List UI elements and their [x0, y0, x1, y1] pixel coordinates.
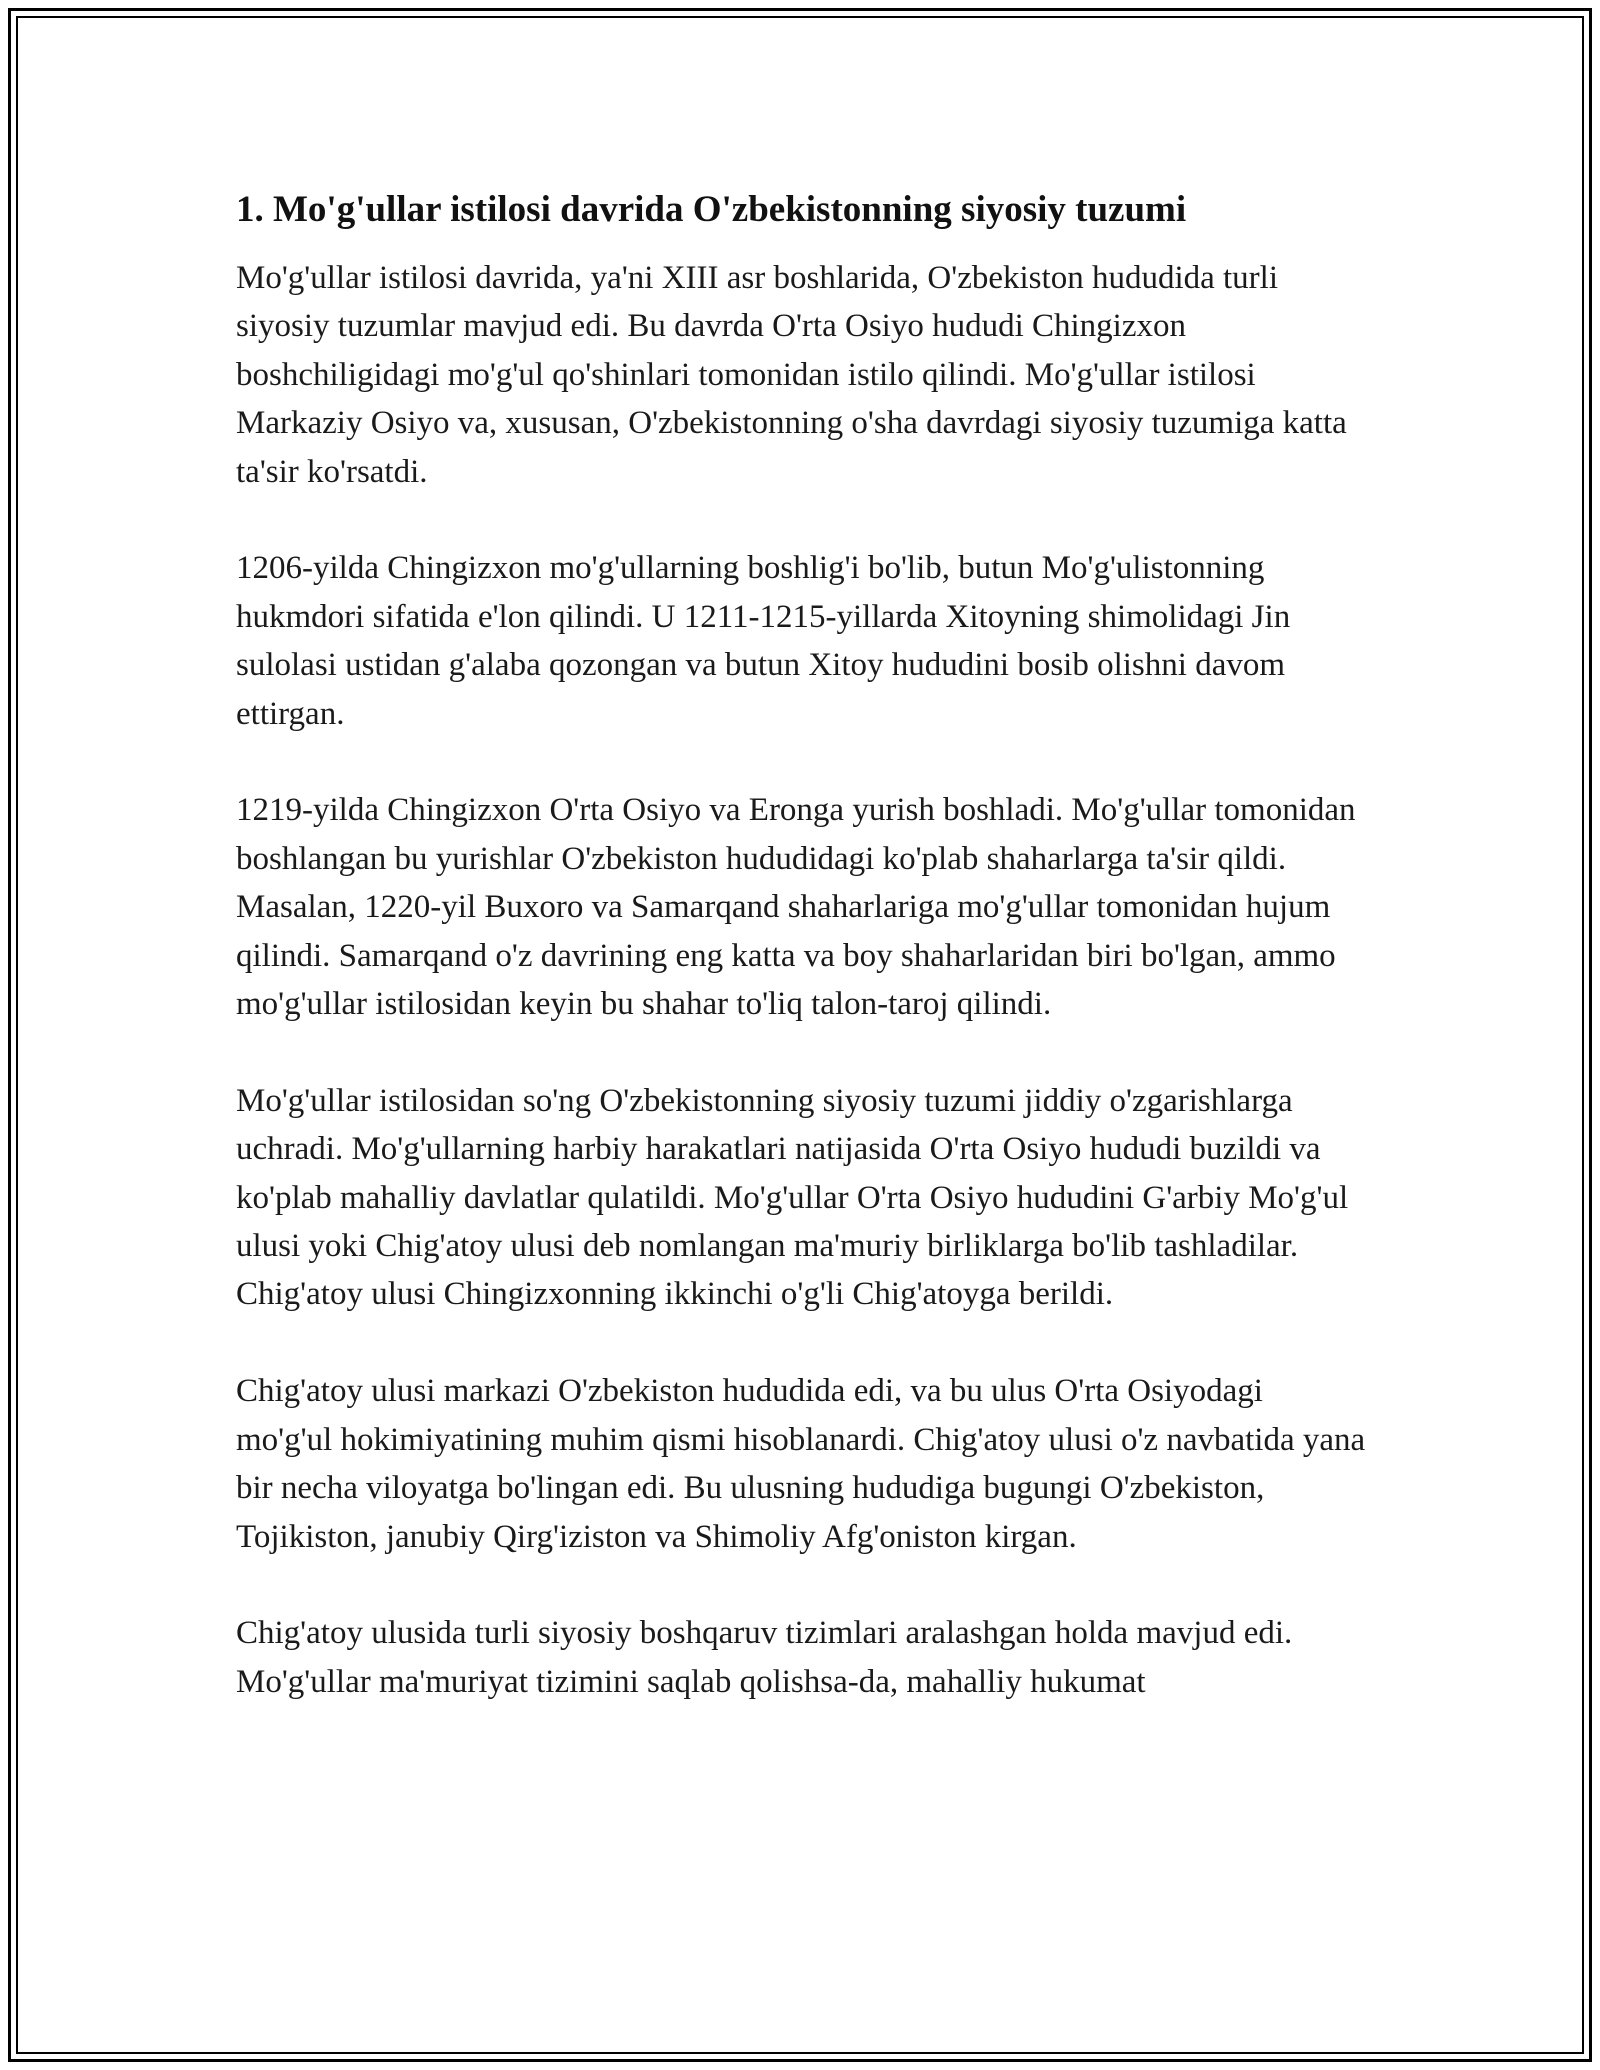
paragraph-3: 1219-yilda Chingizxon O'rta Osiyo va Eronga yurish boshladi. Mo'g'ullar tomonidan boshlangan bu yurishlar O'zbekiston hududidagi ko'plab shaharlarga ta'sir qildi. Masalan, 1220-yil Buxoro va Samarqand shaharlariga mo'g'ullar tomonidan hujum qilindi. Samarqand o'z davrining eng katta va boy shaharlaridan biri bo'lgan, ammo mo'g'ullar istilosidan keyin bu shahar to'liq talon-taroj qilindi. [236, 792, 1356, 1023]
paragraph-4: Mo'g'ullar istilosidan so'ng O'zbekistonning siyosiy tuzumi jiddiy o'zgarishlarga uchradi. Mo'g'ullarning harbiy harakatlari natijasida O'rta Osiyo hududi buzildi va ko'plab mahalliy davlatlar qulatildi. Mo'g'ullar O'rta Osiyo hududini G'arbiy Mo'g'ul ulusi yoki Chig'atoy ulusi deb nomlangan ma'muriy birliklarga bo'lib tashladilar. Chig'atoy ulusi Chingizxonning ikkinchi o'g'li Chig'atoyga berildi. [236, 1082, 1349, 1313]
paragraph-2: 1206-yilda Chingizxon mo'g'ullarning boshlig'i bo'lib, butun Mo'g'ulistonning hukmdori sifatida e'lon qilindi. U 1211-1215-yillarda Xitoyning shimolidagi Jin sulolasi ustidan g'alaba qozongan va butun Xitoy hududini bosib olishni davom ettirgan. [236, 550, 1291, 732]
document-body [236, 186, 1366, 1755]
paragraph-6: Chig'atoy ulusida turli siyosiy boshqaruv tizimlari aralashgan holda mavjud edi. Mo'g'ullar ma'muriyat tizimini saqlab qolishsa-da, mahalliy hukumat [236, 1615, 1293, 1700]
document-title: 1. Mo'g'ullar istilosi davrida O'zbekistonning siyosiy tuzumi [236, 189, 1187, 230]
paragraph-1: Mo'g'ullar istilosi davrida, ya'ni XIII asr boshlarida, O'zbekiston hududida turli siyosiy tuzumlar mavjud edi. Bu davrda O'rta Osiyo hududi Chingizxon boshchiligidagi mo'g'ul qo'shinlari tomonidan istilo qilindi. Mo'g'ullar istilosi Markaziy Osiyo va, xususan, O'zbekistonning o'sha davrdagi siyosiy tuzumiga katta ta'sir ko'rsatdi. [236, 260, 1347, 490]
paragraph-5: Chig'atoy ulusi markazi O'zbekiston hududida edi, va bu ulus O'rta Osiyodagi mo'g'ul hokimiyatining muhim qismi hisoblanardi. Chig'atoy ulusi o'z navbatida yana bir necha viloyatga bo'lingan edi. Bu ulusning hududiga bugungi O'zbekiston, Tojikiston, janubiy Qirg'iziston va Shimoliy Afg'oniston kirgan. [236, 1373, 1366, 1555]
